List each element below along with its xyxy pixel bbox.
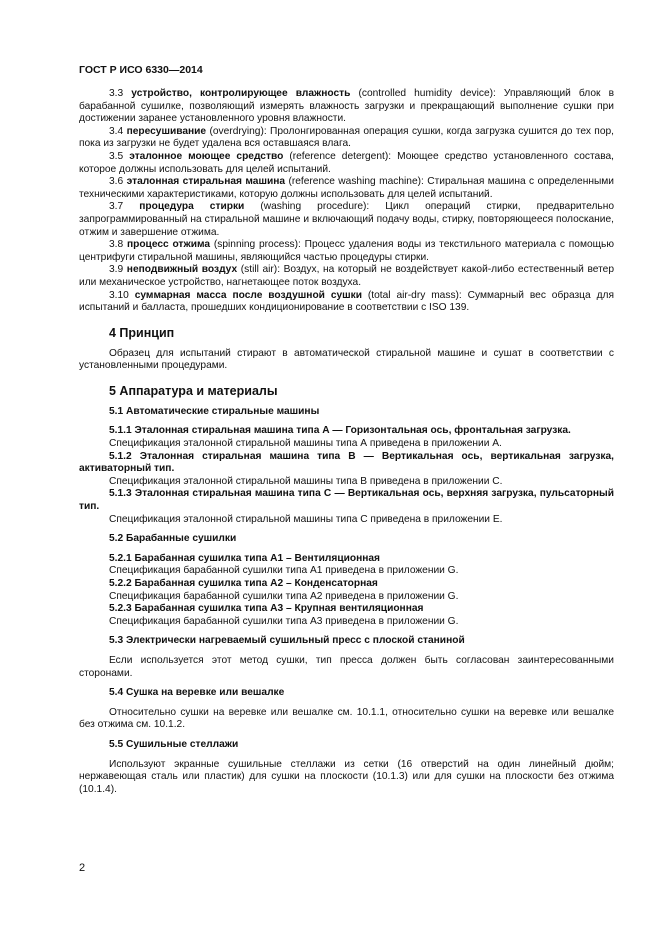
document-body <box>79 88 614 796</box>
clause-5-2-3-text: Спецификация барабанной сушилки типа А3 приведена в приложении G. <box>109 615 459 627</box>
term: эталонное моющее средство <box>129 150 284 162</box>
definition-3-9: 3.9 неподвижный воздух (still air): Воздух, на который не воздействует какой-либо естественный ветер или механическое устройство, нагнетающее поток воздуха. <box>79 264 614 288</box>
clause-5-2-1-text: Спецификация барабанной сушилки типа А1 приведена в приложении G. <box>109 565 459 577</box>
document-header: ГОСТ Р ИСО 6330—2014 <box>79 64 203 76</box>
definition-3-5: 3.5 эталонное моющее средство (reference detergent): Моющее средство установленного состава, которое должны использовать для целей испытаний. <box>79 150 614 175</box>
term: пересушивание <box>126 125 207 137</box>
clause-5-1-1-title: 5.1.1 Эталонная стиральная машина типа А — Горизонтальная ось, фронтальная загрузка. <box>109 425 571 437</box>
section-5-heading: 5 Аппаратура и материалы <box>109 383 278 398</box>
section-5-3-text: Если используется этот метод сушки, тип пресса должен быть согласован заинтересованными сторонами. <box>79 654 614 679</box>
definition-3-3: 3.3 устройство, контролирующее влажность (controlled humidity device): Управляющий блок в барабанной сушилке, позволяющий измерять влажность загрузки и прекращающий выполнение сушки при достижении заранее установленного уровня влажности. <box>79 88 614 125</box>
section-5-4-heading: 5.4 Сушка на веревке или вешалке <box>109 687 285 699</box>
section-5-3-heading: 5.3 Электрически нагреваемый сушильный пресс с плоской станиной <box>109 635 465 647</box>
definition-3-7: 3.7 процедура стирки (washing procedure): Цикл операций стирки, предварительно запрограммированный на стиральной машине и включающий подачу воды, стирку, повторяющееся полоскание, отжим и завершение отжима. <box>79 201 614 238</box>
section-4-text: Образец для испытаний стирают в автоматической стиральной машине и сушат в соответствии с установленными процедурами. <box>79 347 614 372</box>
definition-3-6: 3.6 эталонная стиральная машина (reference washing machine): Стиральная машина с определенными техническими характеристиками, которую должны использовать для целей испытаний. <box>79 176 614 200</box>
term: неподвижный воздух <box>126 264 238 276</box>
clause-5-1-2-text: Спецификация эталонной стиральной машины типа В приведена в приложении С. <box>109 475 503 487</box>
term: устройство, контролирующее влажность <box>131 88 351 99</box>
clause-5-1-2-title: 5.1.2 Эталонная стиральная машина типа В — Вертикальная ось, вертикальная загрузка, активаторный тип. <box>79 450 614 475</box>
page-number: 2 <box>79 862 86 874</box>
clause-5-2-3-title: 5.2.3 Барабанная сушилка типа А3 – Крупная вентиляционная <box>109 603 424 615</box>
clause-5-2-2-title: 5.2.2 Барабанная сушилка типа А2 – Конденсаторная <box>109 578 378 589</box>
clause-5-2-2-text: Спецификация барабанной сушилки типа А2 приведена в приложении G. <box>109 590 459 602</box>
section-5-1-heading: 5.1 Автоматические стиральные машины <box>109 405 320 417</box>
section-5-2-heading: 5.2 Барабанные сушилки <box>109 533 237 545</box>
section-4-heading: 4 Принцип <box>109 325 175 340</box>
term: процедура стирки <box>139 201 245 213</box>
definition-3-8: 3.8 процесс отжима (spinning process): Процесс удаления воды из текстильного материала с помощью центрифуги стиральной машины, являющийся частью процедуры стирки. <box>79 239 614 263</box>
term: процесс отжима <box>126 239 211 251</box>
clause-5-1-3-title: 5.1.3 Эталонная стиральная машина типа С — Вертикальная ось, верхняя загрузка, пульсаторный тип. <box>79 488 614 513</box>
term: эталонная стиральная машина <box>126 176 286 188</box>
definition-3-4: 3.4 пересушивание (overdrying): Пролонгированная операция сушки, когда загрузка сушится до тех пор, пока из загрузки не будет удалена вся оставшаяся влага. <box>79 125 614 150</box>
section-5-5-text: Используют экранные сушильные стеллажи из сетки (16 отверстий на один линейный дюйм; нержавеющая сталь или пластик) для сушки на плоскости (10.1.3) или для сушки на плоскости без отжима (10.1.4). <box>79 758 614 795</box>
section-5-4-text: Относительно сушки на веревке или вешалке см. 10.1.1, относительно сушки на веревке или вешалке без отжима см. 10.1.2. <box>79 706 614 731</box>
section-5-5-heading: 5.5 Сушильные стеллажи <box>109 738 239 750</box>
clause-5-2-1-title: 5.2.1 Барабанная сушилка типа А1 – Вентиляционная <box>109 552 380 564</box>
clause-5-1-1-text: Спецификация эталонной стиральной машины типа А приведена в приложении А. <box>109 438 502 450</box>
definition-3-10: 3.10 суммарная масса после воздушной сушки (total air-dry mass): Суммарный вес образца для испытаний и балласта, прошедших кондиционирование в соответствии с ISO 139. <box>79 289 614 314</box>
term: суммарная масса после воздушной сушки <box>134 289 363 301</box>
clause-5-1-3-text: Спецификация эталонной стиральной машины типа С приведена в приложении Е. <box>109 513 503 525</box>
